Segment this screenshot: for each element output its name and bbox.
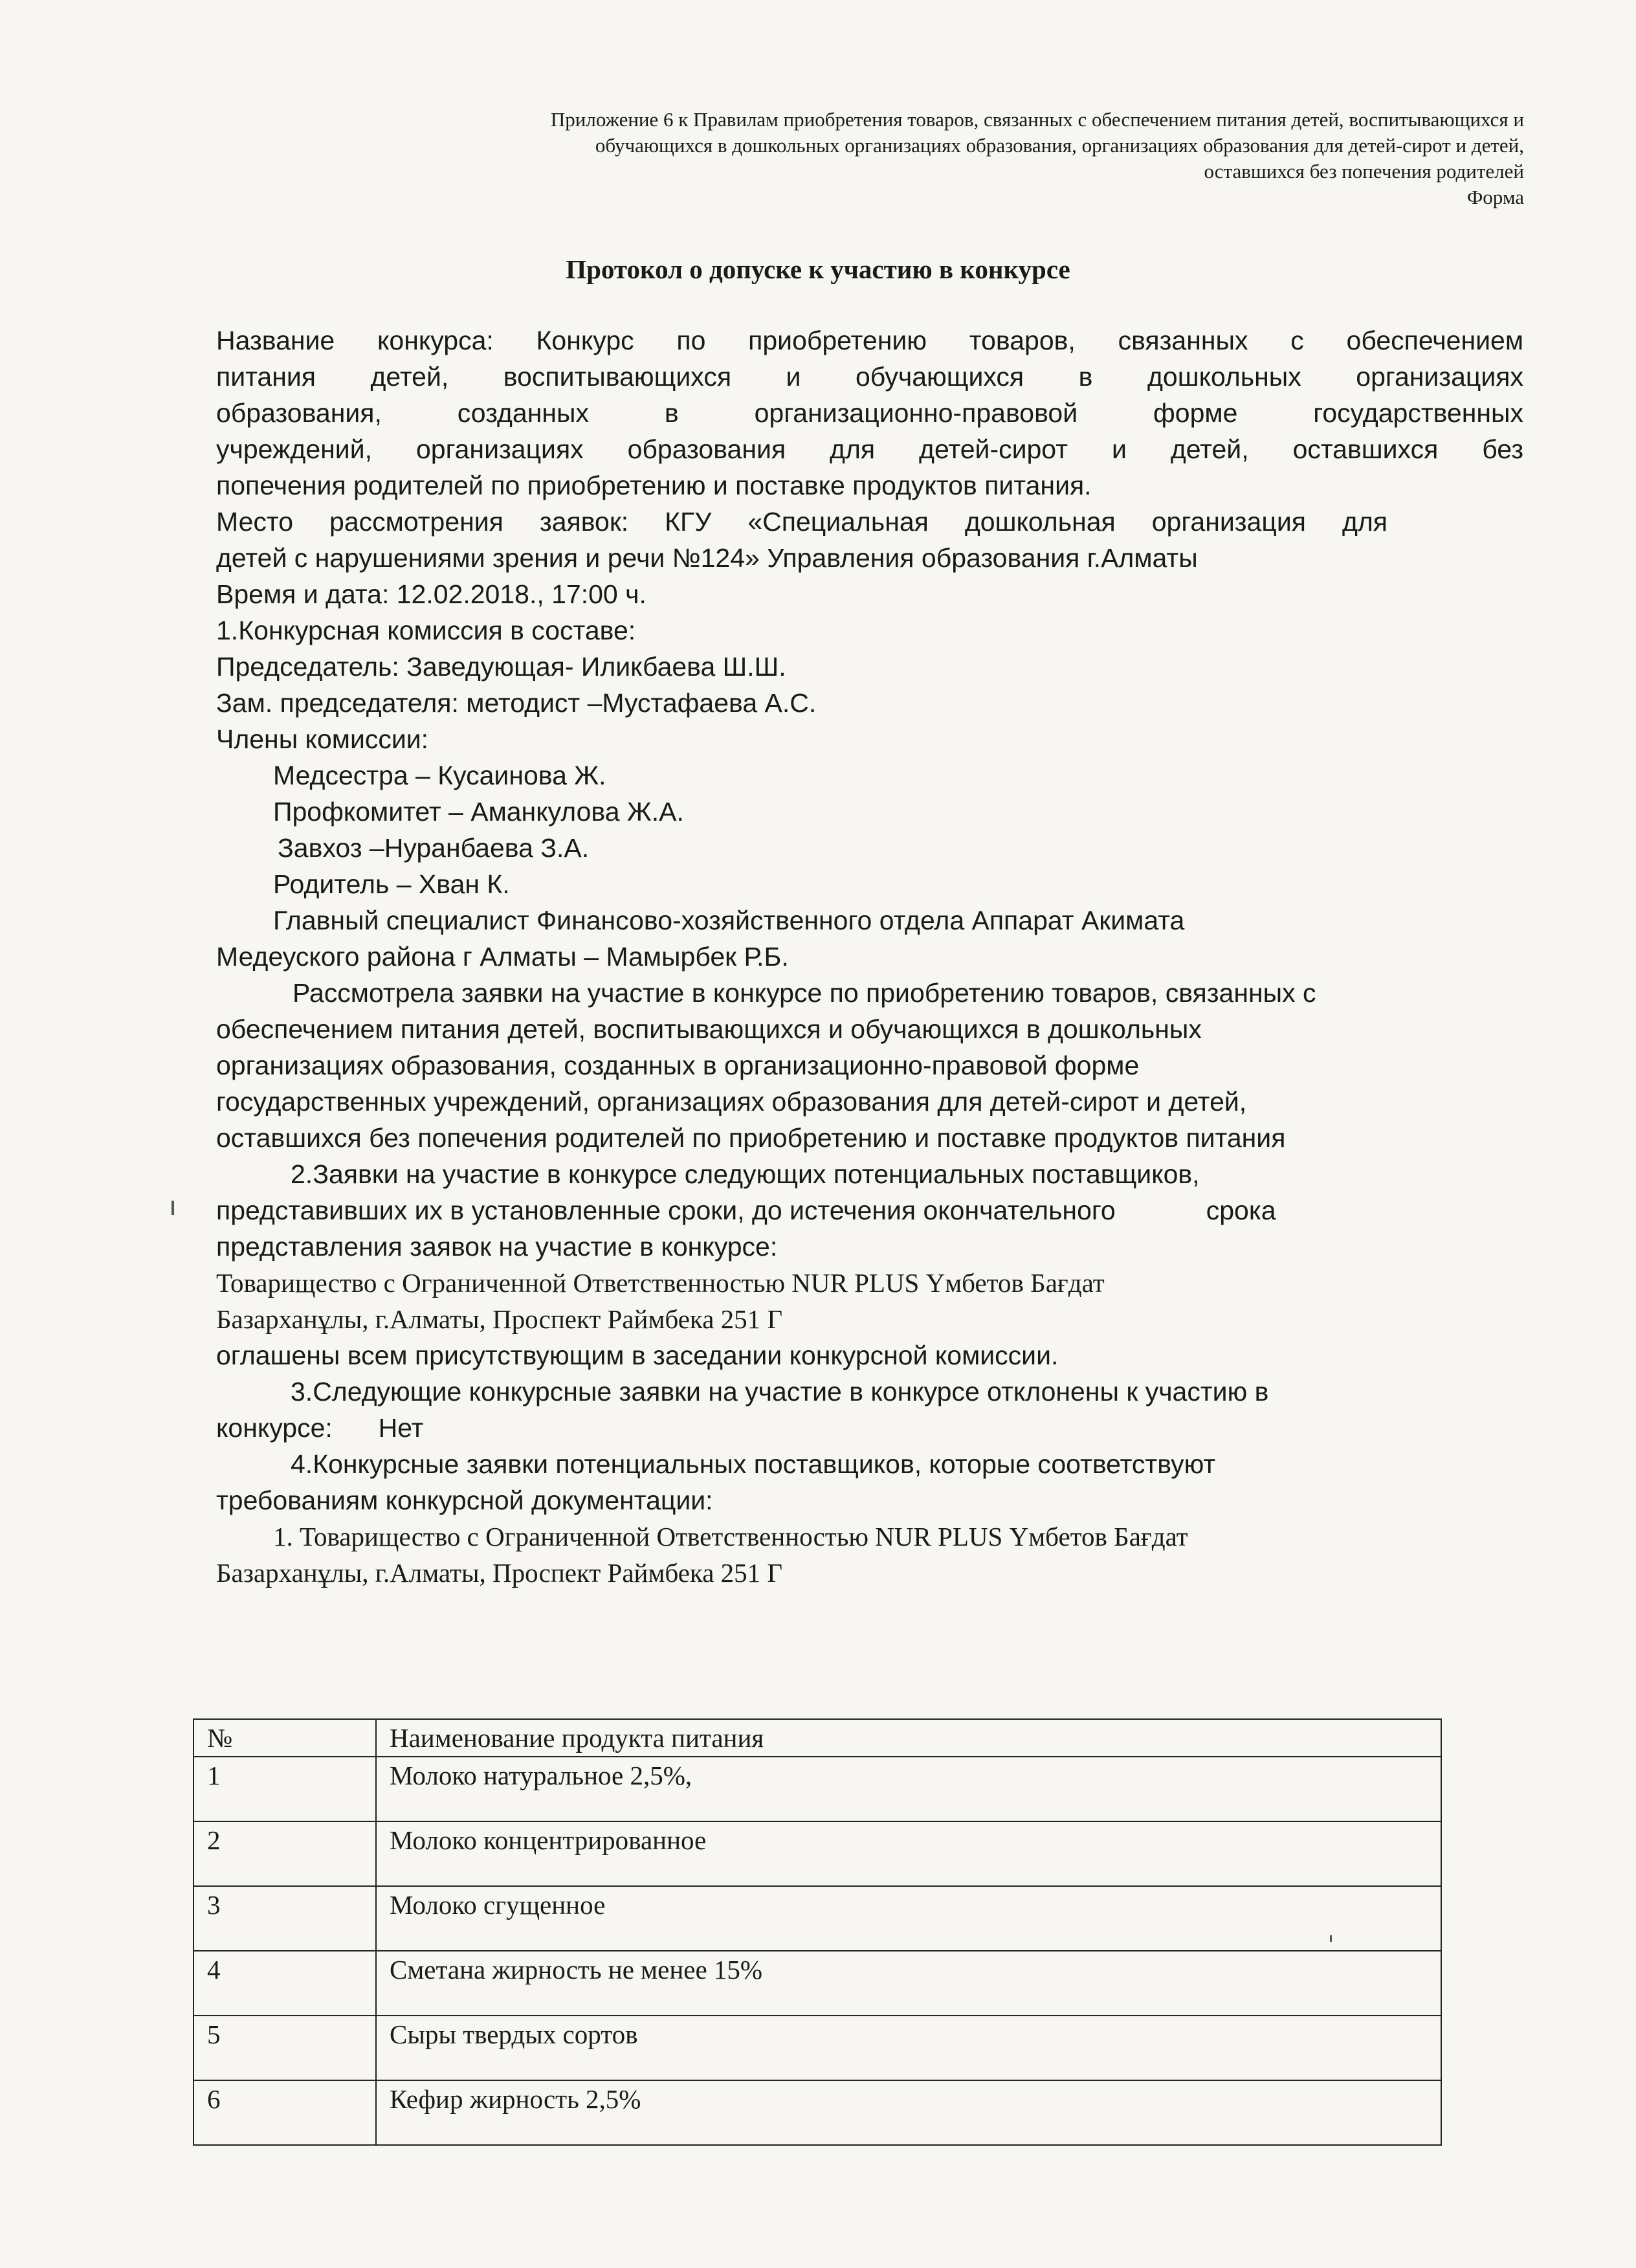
venue-line-2: детей с нарушениями зрения и речи №124» Управления образования г.Алматы bbox=[216, 543, 1198, 573]
section-3-line-1: 3.Следующие конкурсные заявки на участие в конкурсе отклонены к участию в bbox=[291, 1377, 1269, 1406]
commission-member-supply: Завхоз –Нуранбаева З.А. bbox=[278, 833, 590, 863]
venue-paragraph bbox=[216, 504, 1523, 576]
product-name: Сметана жирность не менее 15% bbox=[376, 1951, 1441, 2016]
row-number: 6 bbox=[193, 2080, 376, 2145]
section-3 bbox=[216, 1373, 1523, 1446]
table-row bbox=[193, 2080, 1441, 2145]
appendix-line-3: оставшихся без попечения родителей bbox=[1204, 160, 1524, 183]
reviewed-paragraph bbox=[216, 975, 1523, 1156]
section-2-line-3: представления заявок на участие в конкурсе: bbox=[216, 1232, 778, 1262]
commission-member-parent: Родитель – Хван К. bbox=[273, 869, 510, 899]
competition-name-line-5: попечения родителей по приобретению и поставке продуктов питания. bbox=[216, 471, 1092, 500]
section-4-supplier-line-2: Базарханұлы, г.Алматы, Проспект Раймбека 251 Г bbox=[216, 1558, 783, 1588]
commission-member-nurse: Медсестра – Кусаинова Ж. bbox=[273, 761, 606, 790]
commission-heading: 1.Конкурсная комиссия в составе: bbox=[216, 616, 636, 645]
section-3-value: Нет bbox=[378, 1413, 424, 1443]
products-table bbox=[193, 1718, 1442, 2146]
appendix-header-note bbox=[194, 107, 1524, 210]
section-2-line-6: оглашены всем присутствующим в заседании конкурсной комиссии. bbox=[216, 1340, 1059, 1370]
reviewed-line-1: Рассмотрела заявки на участие в конкурсе по приобретению товаров, связанных с bbox=[293, 978, 1316, 1008]
section-4-supplier-line-1: 1. Товарищество с Ограниченной Ответственностью NUR PLUS Үмбетов Бағдат bbox=[273, 1522, 1188, 1551]
product-name: Молоко концентрированное bbox=[376, 1821, 1441, 1886]
appendix-line-2: обучающихся в дошкольных организациях образования, организациях образования для детей-сирот и детей, bbox=[595, 134, 1524, 157]
product-name: Молоко сгущенное bbox=[376, 1886, 1441, 1951]
scan-mark bbox=[1330, 1935, 1332, 1942]
section-2-line-1: 2.Заявки на участие в конкурсе следующих потенциальных поставщиков, bbox=[291, 1159, 1200, 1189]
reviewed-line-2: обеспечением питания детей, воспитывающихся и обучающихся в дошкольных bbox=[216, 1014, 1202, 1044]
column-header-product: Наименование продукта питания bbox=[376, 1719, 1441, 1757]
section-2 bbox=[216, 1156, 1523, 1373]
row-number: 5 bbox=[193, 2016, 376, 2080]
competition-name-line-3: образования, созданных в организационно-правовой форме государственных bbox=[216, 398, 1523, 428]
commission-members-heading: Члены комиссии: bbox=[216, 724, 429, 754]
product-name: Сыры твердых сортов bbox=[376, 2016, 1441, 2080]
section-2-supplier-line-1: Товарищество с Ограниченной Ответственностью NUR PLUS Үмбетов Бағдат bbox=[216, 1268, 1105, 1298]
commission-member-union: Профкомитет – Аманкулова Ж.А. bbox=[273, 797, 684, 827]
reviewed-line-4: государственных учреждений, организациях образования для детей-сирот и детей, bbox=[216, 1087, 1247, 1117]
section-2-line-2 bbox=[216, 1192, 1523, 1228]
row-number: 1 bbox=[193, 1757, 376, 1821]
appendix-form-label: Форма bbox=[1466, 186, 1524, 208]
section-4-line-1: 4.Конкурсные заявки потенциальных поставщиков, которые соответствуют bbox=[291, 1449, 1216, 1479]
protocol-body bbox=[216, 322, 1523, 1591]
commission-member-finance-line-1: Главный специалист Финансово-хозяйственного отдела Аппарат Акимата bbox=[273, 906, 1185, 935]
datetime: Время и дата: 12.02.2018., 17:00 ч. bbox=[216, 579, 647, 609]
row-number: 4 bbox=[193, 1951, 376, 2016]
commission-chair: Председатель: Заведующая- Иликбаева Ш.Ш. bbox=[216, 652, 786, 682]
table-row bbox=[193, 2016, 1441, 2080]
competition-name-paragraph bbox=[216, 322, 1523, 504]
competition-name-line-4: учреждений, организациях образования для детей-сирот и детей, оставшихся без bbox=[216, 434, 1523, 464]
document-title: Протокол о допуске к участию в конкурсе bbox=[566, 254, 1070, 284]
competition-name-line-2: питания детей, воспитывающихся и обучающихся в дошкольных организациях bbox=[216, 362, 1523, 392]
row-number: 3 bbox=[193, 1886, 376, 1951]
product-name: Молоко натуральное 2,5%, bbox=[376, 1757, 1441, 1821]
table-row bbox=[193, 1821, 1441, 1886]
commission-deputy: Зам. председателя: методист –Мустафаева А.С. bbox=[216, 688, 817, 718]
row-number: 2 bbox=[193, 1821, 376, 1886]
commission-section bbox=[216, 612, 1523, 975]
reviewed-line-5: оставшихся без попечения родителей по приобретению и поставке продуктов питания bbox=[216, 1123, 1286, 1153]
reviewed-line-3: организациях образования, созданных в организационно-правовой форме bbox=[216, 1051, 1140, 1080]
section-2-line-2-text: представивших их в установленные сроки, до истечения окончательного bbox=[216, 1195, 1116, 1225]
table-row bbox=[193, 1951, 1441, 2016]
column-header-number: № bbox=[193, 1719, 376, 1757]
section-4-line-2: требованиям конкурсной документации: bbox=[216, 1485, 713, 1515]
competition-name-line-1: Название конкурса: Конкурс по приобретению товаров, связанных с обеспечением bbox=[216, 326, 1523, 355]
section-2-supplier-line-2: Базарханұлы, г.Алматы, Проспект Раймбека 251 Г bbox=[216, 1304, 783, 1334]
section-4 bbox=[216, 1446, 1523, 1591]
scan-mark bbox=[171, 1201, 174, 1215]
table-row bbox=[193, 1757, 1441, 1821]
section-2-line-2-end: срока bbox=[1206, 1195, 1276, 1225]
section-3-label: конкурсе: bbox=[216, 1413, 333, 1443]
products-table-header bbox=[193, 1719, 1441, 1757]
commission-member-finance-line-2: Медеуского района г Алматы – Мамырбек Р.Б. bbox=[216, 942, 789, 972]
section-3-line-2 bbox=[216, 1410, 1523, 1446]
product-name: Кефир жирность 2,5% bbox=[376, 2080, 1441, 2145]
venue-line-1: Место рассмотрения заявок: КГУ «Специальная дошкольная организация для bbox=[216, 507, 1387, 537]
table-row bbox=[193, 1886, 1441, 1951]
appendix-line-1: Приложение 6 к Правилам приобретения товаров, связанных с обеспечением питания детей, воспитывающихся и bbox=[550, 108, 1524, 131]
